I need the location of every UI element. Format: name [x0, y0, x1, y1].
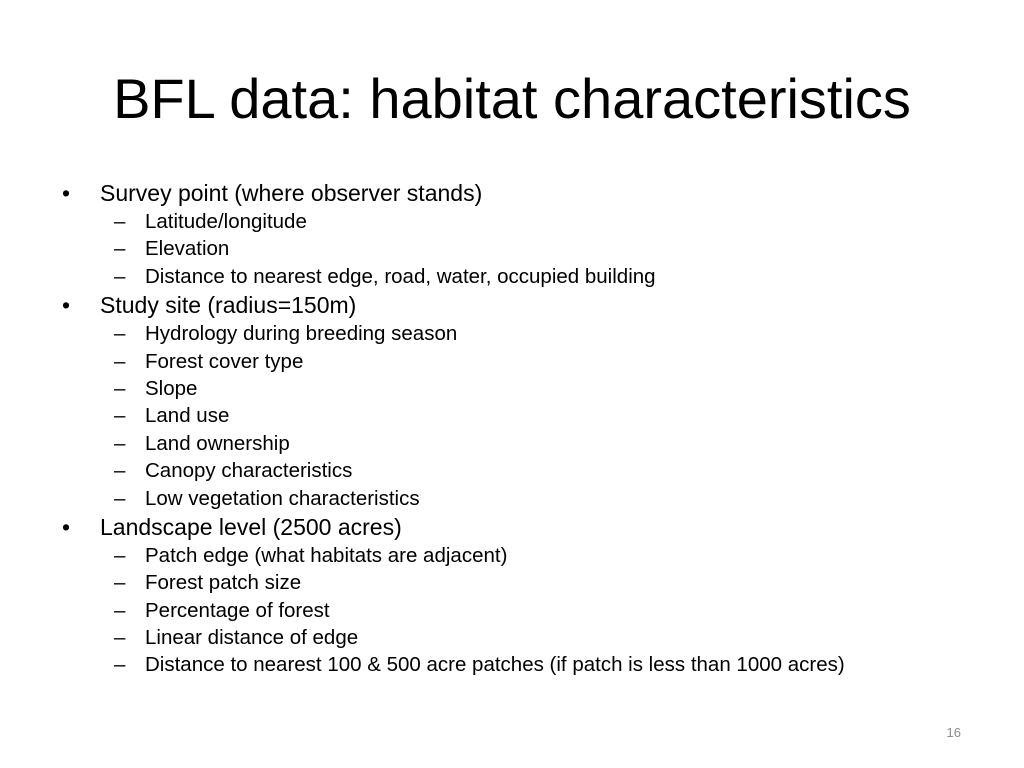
sub-bullet-item [0, 348, 1024, 375]
sub-bullet-item [0, 624, 1024, 651]
sub-bullet-text: Patch edge (what habitats are adjacent) [145, 543, 508, 567]
sub-bullet-text: Percentage of forest [145, 598, 330, 622]
dash-marker: – [114, 210, 126, 233]
sub-bullet-item [0, 430, 1024, 457]
dash-marker: – [114, 237, 126, 261]
bullet-text: Survey point (where observer stands) [100, 180, 483, 206]
sub-bullet-item [0, 375, 1024, 402]
dash-marker: – [114, 653, 126, 677]
dash-marker: – [114, 349, 126, 373]
sub-bullet-item [0, 235, 1024, 262]
sub-bullet-text: Forest patch size [145, 571, 302, 595]
bullet-marker: • [62, 513, 71, 540]
sub-bullet-text: Land use [145, 404, 230, 428]
bullet-marker: • [62, 292, 71, 319]
sub-bullet-text: Elevation [145, 237, 230, 261]
sub-bullet-text: Distance to nearest 100 & 500 acre patches (if patch is less than 1000 acres) [145, 653, 845, 677]
sub-bullet-text: Canopy characteristics [145, 459, 353, 483]
dash-marker: – [114, 598, 126, 622]
dash-marker: – [114, 322, 126, 346]
bullet-item-study-site [0, 290, 1024, 320]
bullet-marker: • [62, 180, 71, 206]
sub-bullet-text: Hydrology during breeding season [145, 322, 458, 346]
dash-marker: – [114, 486, 126, 510]
dash-marker: – [114, 543, 126, 567]
sub-bullet-item [0, 208, 1024, 235]
sub-bullet-item [0, 542, 1024, 569]
dash-marker: – [114, 459, 126, 483]
sub-bullet-text: Slope [145, 376, 198, 400]
dash-marker: – [114, 404, 126, 428]
bullet-item-survey-point [0, 178, 1024, 208]
bullet-list [0, 178, 1024, 679]
bullet-text: Study site (radius=150m) [100, 292, 357, 319]
dash-marker: – [114, 431, 126, 455]
bullet-text: Landscape level (2500 acres) [100, 513, 402, 540]
dash-marker: – [114, 571, 126, 595]
sub-bullet-item [0, 263, 1024, 290]
dash-marker: – [114, 376, 126, 400]
sub-bullet-text: Linear distance of edge [145, 626, 359, 650]
bullet-item-landscape-level [0, 512, 1024, 542]
sub-bullet-item [0, 651, 1024, 678]
sub-bullet-text: Land ownership [145, 431, 290, 455]
sub-bullet-item [0, 402, 1024, 429]
sub-bullet-text: Distance to nearest edge, road, water, occupied building [145, 264, 656, 288]
sub-bullet-item [0, 320, 1024, 347]
slide-title: BFL data: habitat characteristics [113, 67, 911, 130]
dash-marker: – [114, 264, 126, 288]
sub-bullet-item [0, 485, 1024, 512]
sub-bullet-text: Latitude/longitude [145, 210, 307, 233]
sub-bullet-text: Low vegetation characteristics [145, 486, 420, 510]
slide-number: 16 [946, 725, 961, 740]
sub-bullet-item [0, 569, 1024, 596]
sub-bullet-text: Forest cover type [145, 349, 304, 373]
sub-bullet-item [0, 597, 1024, 624]
sub-bullet-item [0, 457, 1024, 484]
dash-marker: – [114, 626, 126, 650]
